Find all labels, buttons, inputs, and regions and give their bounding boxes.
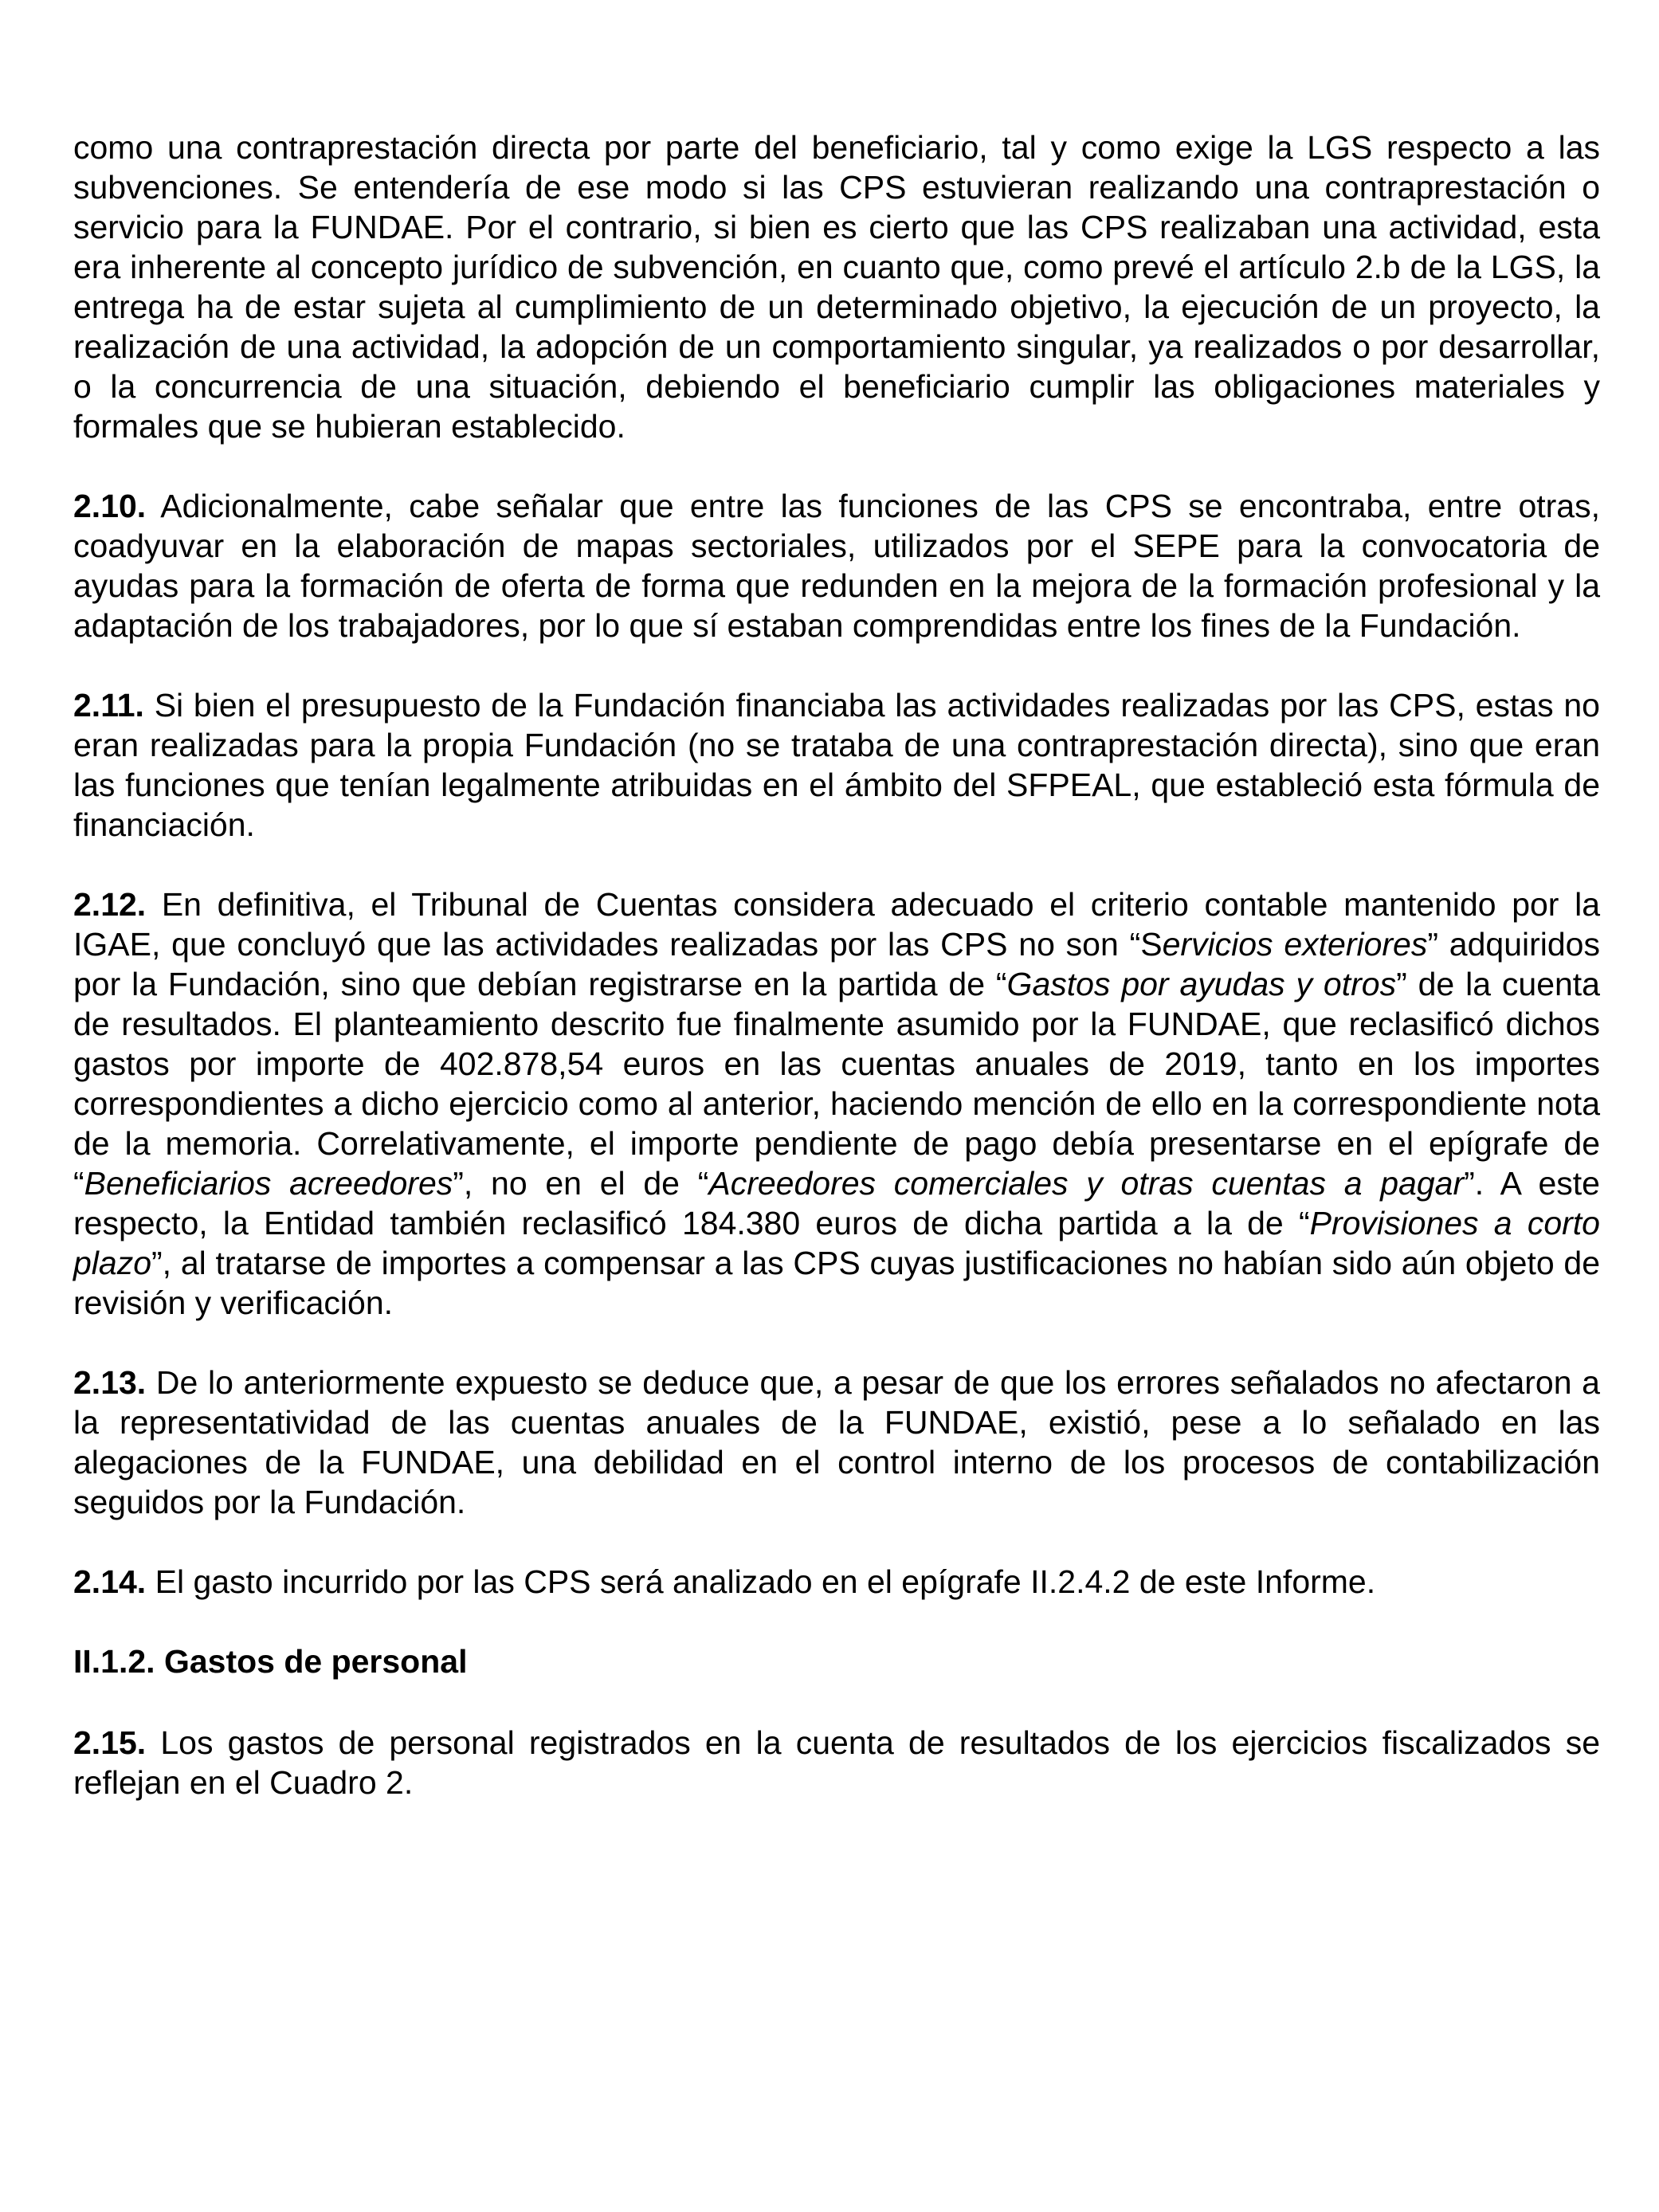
paragraph-group-before-heading <box>73 127 1600 1602</box>
paragraph-text: ”. A este respecto, la Entidad también reclasificó 184.380 euros de dicha partida a la de “ <box>73 1165 1600 1241</box>
paragraph-text: El gasto incurrido por las CPS será analizado en el epígrafe II.2.4.2 de este Informe. <box>146 1563 1376 1600</box>
paragraph-number: 2.13. <box>73 1364 147 1401</box>
section-heading: II.1.2. Gastos de personal <box>73 1643 468 1680</box>
paragraph-text: De lo anteriormente expuesto se deduce que, a pesar de que los errores señalados no afectaron a la representatividad de las cuentas anuales de la FUNDAE, existió, pese a lo señalado en las alegaciones de la FUNDAE, una debilidad en el control interno de los procesos de contabilización seguidos por la Fundación. <box>73 1364 1600 1520</box>
italic-term: Beneficiarios acreedores <box>84 1165 453 1202</box>
paragraph-number: 2.11. <box>73 687 144 724</box>
italic-term: Provisiones a corto plazo <box>73 1205 1600 1281</box>
paragraph-text: ” de la cuenta de resultados. El planteamiento descrito fue finalmente asumido por la FUNDAE, que reclasificó dichos gastos por importe de 402.878,54 euros en las cuentas anuales de 2019, tanto en los importes correspondientes a dicho ejercicio como al anterior, haciendo mención de ello en la correspondiente nota de la memoria. Correlativamente, el importe pendiente de pago debía presentarse en el epígrafe de “ <box>73 966 1600 1202</box>
paragraph-text: ”, no en el de “ <box>453 1165 709 1202</box>
paragraph-number: 2.14. <box>73 1563 147 1600</box>
paragraph-text: Si bien el presupuesto de la Fundación financiaba las actividades realizadas por las CPS, estas no eran realizadas para la propia Fundación (no se trataba de una contraprestación directa), sino que eran las funciones que tenían legalmente atribuidas en el ámbito del SFPEAL, que estableció esta fórmula de financiación. <box>73 687 1600 843</box>
paragraph-text: como una contraprestación directa por parte del beneficiario, tal y como exige la LGS respecto a las subvenciones. Se entendería de ese modo si las CPS estuvieran realizando una contraprestación o servicio para la FUNDAE. Por el contrario, si bien es cierto que las CPS realizaban una actividad, esta era inherente al concepto jurídico de subvención, en cuanto que, como prevé el artículo 2.b de la LGS, la entrega ha de estar sujeta al cumplimiento de un determinado objetivo, la ejecución de un proyecto, la realización de una actividad, la adopción de un comportamiento singular, ya realizados o por desarrollar, o la concurrencia de una situación, debiendo el beneficiario cumplir las obligaciones materiales y formales que se hubieran establecido. <box>73 129 1600 445</box>
paragraph-text: ”, al tratarse de importes a compensar a las CPS cuyas justificaciones no habían sido aún objeto de revisión y verificación. <box>73 1245 1600 1321</box>
paragraph-text: ” adquiridos por la Fundación, sino que debían registrarse en la partida de “ <box>73 926 1600 1002</box>
document-page <box>73 127 1600 1842</box>
paragraph-group-after-heading <box>73 1723 1600 1802</box>
paragraph-text: Adicionalmente, cabe señalar que entre las funciones de las CPS se encontraba, entre otras, coadyuvar en la elaboración de mapas sectoriales, utilizados por el SEPE para la convocatoria de ayudas para la formación de oferta de forma que redunden en la mejora de la formación profesional y la adaptación de los trabajadores, por lo que sí estaban comprendidas entre los fines de la Fundación. <box>73 488 1600 644</box>
paragraph-p2-11 <box>73 685 1600 845</box>
paragraph-number: 2.12. <box>73 886 147 923</box>
paragraph-text: Los gastos de personal registrados en la cuenta de resultados de los ejercicios fiscalizados se reflejan en el Cuadro 2. <box>73 1724 1600 1801</box>
paragraph-p2-10 <box>73 486 1600 645</box>
paragraph-p2-12 <box>73 884 1600 1323</box>
paragraph-text: En definitiva, el Tribunal de Cuentas considera adecuado el criterio contable mantenido por la IGAE, que concluyó que las actividades realizadas por las CPS no son “S <box>73 886 1600 963</box>
paragraph-p2-15 <box>73 1723 1600 1802</box>
paragraph-p2-14 <box>73 1562 1600 1602</box>
paragraph-p2-13 <box>73 1363 1600 1522</box>
paragraph-number: 2.15. <box>73 1724 147 1761</box>
italic-term: Acreedores comerciales y otras cuentas a pagar <box>708 1165 1465 1202</box>
italic-term: Gastos por ayudas y otros <box>1006 966 1397 1002</box>
paragraph-cont <box>73 127 1600 446</box>
paragraph-number: 2.10. <box>73 488 147 524</box>
italic-term: ervicios exteriores <box>1162 926 1428 963</box>
